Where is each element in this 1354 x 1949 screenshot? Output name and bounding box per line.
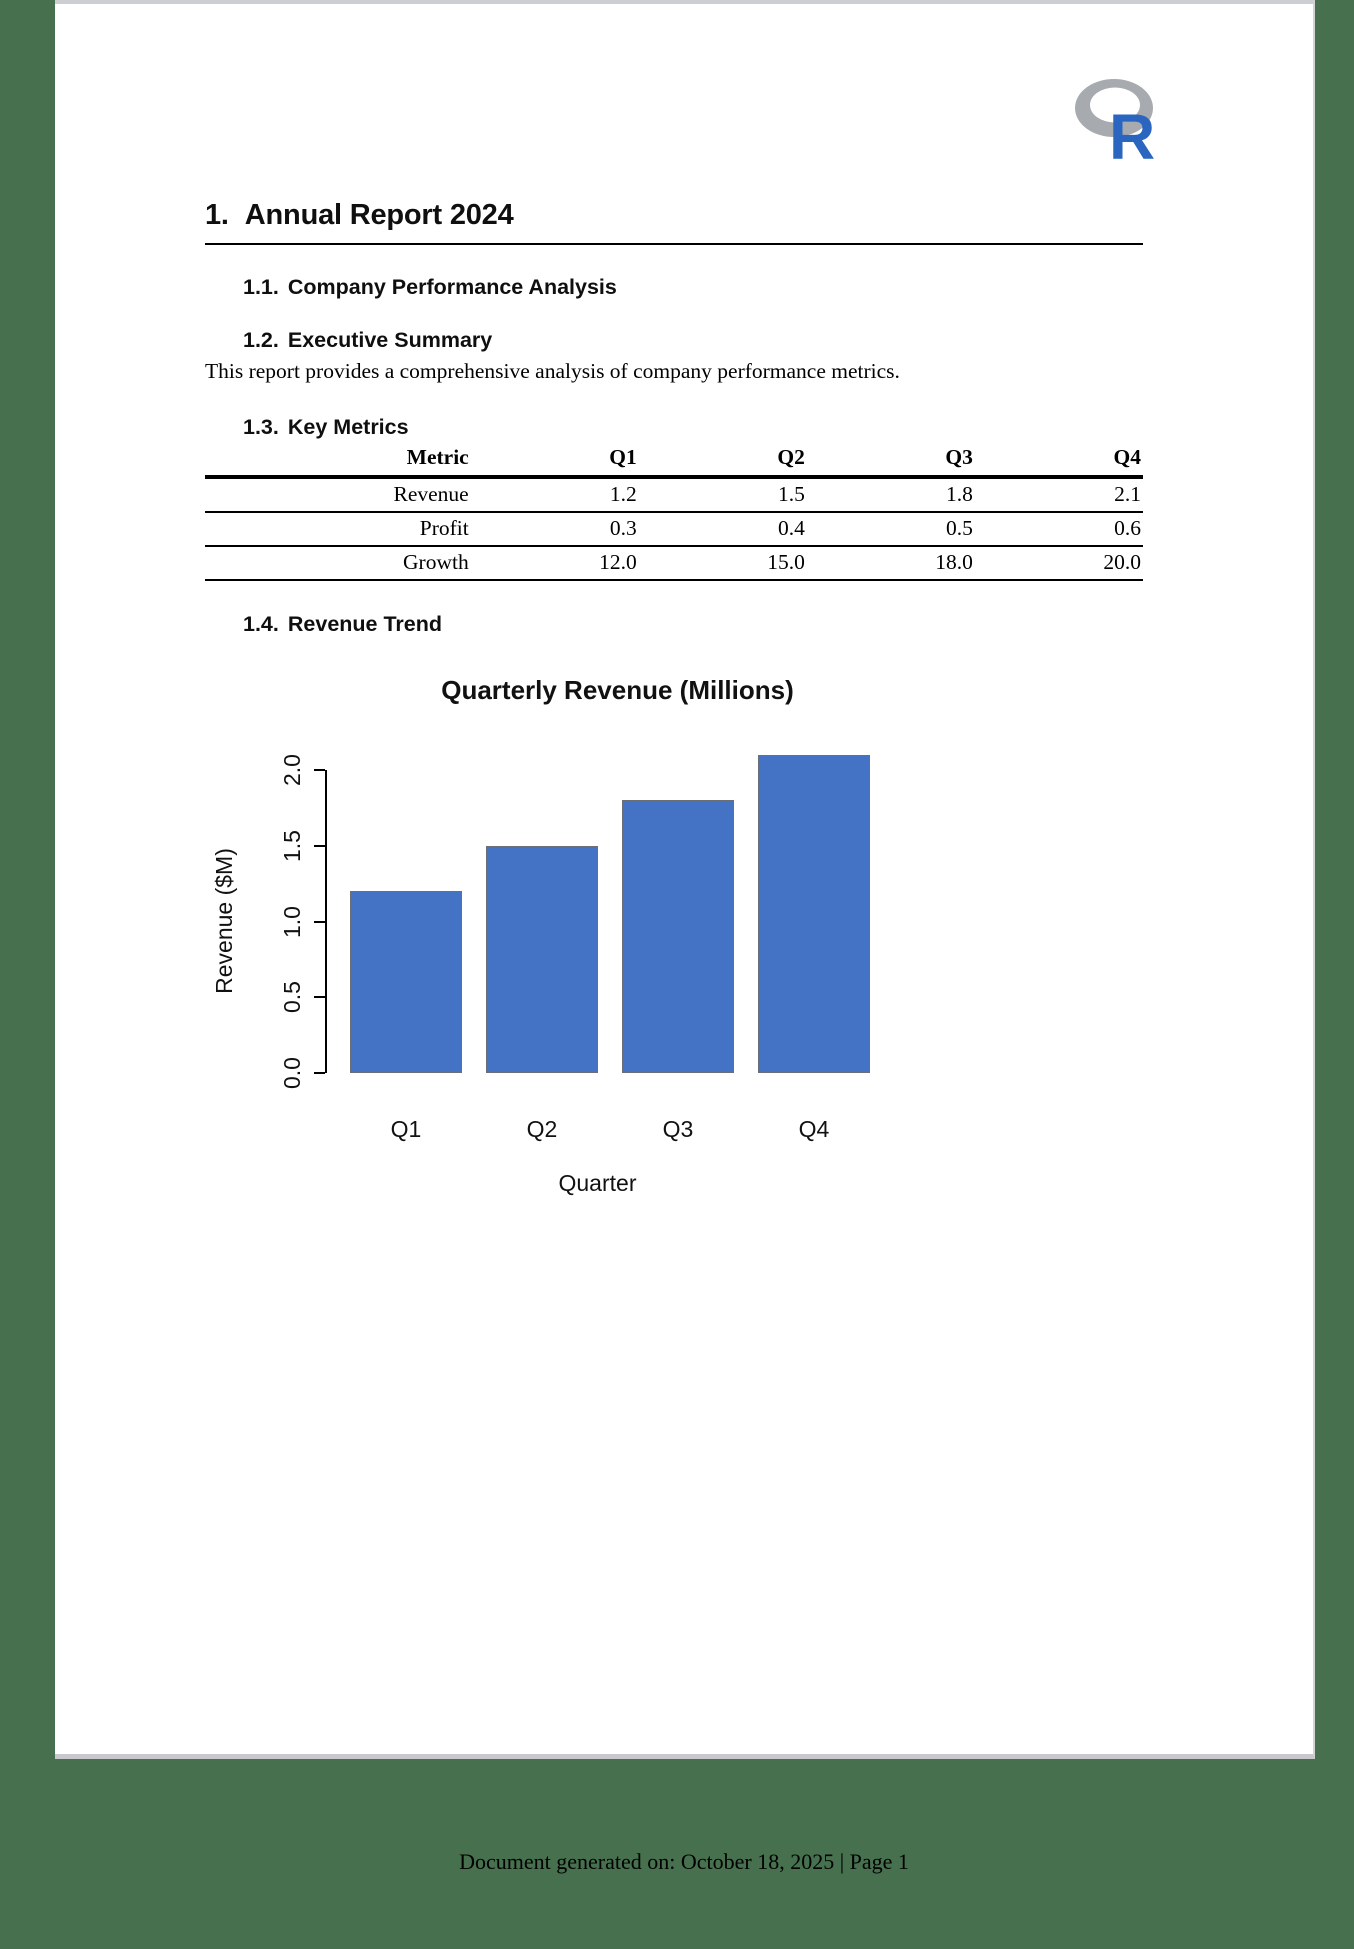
y-tick-label: 1.5 xyxy=(279,829,305,862)
y-tick-label: 1.0 xyxy=(279,905,305,938)
chart-title: Quarterly Revenue (Millions) xyxy=(441,675,794,705)
section-title: Key Metrics xyxy=(287,415,409,439)
key-metrics-table xyxy=(205,443,1143,581)
cell-value: 2.1 xyxy=(975,477,1143,512)
x-tick-label: Q4 xyxy=(798,1116,830,1142)
table-header-row xyxy=(205,443,1143,477)
section-heading-1-3 xyxy=(243,414,1143,440)
cell-value: 0.6 xyxy=(975,512,1143,546)
cell-metric: Revenue xyxy=(205,477,471,512)
cell-value: 1.8 xyxy=(807,477,975,512)
y-tick-mark xyxy=(314,769,325,771)
y-tick-label: 0.5 xyxy=(279,981,305,1014)
title-rule xyxy=(205,243,1143,245)
cell-metric: Growth xyxy=(205,546,471,580)
cell-value: 20.0 xyxy=(975,546,1143,580)
logo-letter: R xyxy=(1109,101,1156,173)
section-title: Revenue Trend xyxy=(287,612,443,636)
col-header-metric: Metric xyxy=(205,443,471,477)
y-tick-mark xyxy=(314,996,325,998)
executive-summary-paragraph: This report provides a comprehensive analysis of company performance metrics. xyxy=(205,359,900,383)
bar-q1 xyxy=(350,891,462,1073)
revenue-bar-chart xyxy=(200,673,940,1205)
page-content xyxy=(55,199,1313,1949)
cell-value: 0.3 xyxy=(471,512,639,546)
r-language-logo-icon xyxy=(1073,74,1163,173)
x-tick-label: Q3 xyxy=(662,1116,694,1142)
cell-metric: Profit xyxy=(205,512,471,546)
bar-q3 xyxy=(622,800,734,1073)
cell-value: 1.2 xyxy=(471,477,639,512)
cell-value: 15.0 xyxy=(639,546,807,580)
col-header-q1: Q1 xyxy=(471,443,639,477)
y-tick-label: 0.0 xyxy=(279,1057,305,1089)
x-tick-label: Q1 xyxy=(390,1116,422,1142)
y-axis-line xyxy=(325,770,327,1073)
section-heading-1-1 xyxy=(243,274,1143,300)
section-heading-1-2 xyxy=(243,327,1143,353)
section-title: Executive Summary xyxy=(287,328,493,352)
cell-value: 1.5 xyxy=(639,477,807,512)
page-title xyxy=(205,199,1143,231)
cell-value: 18.0 xyxy=(807,546,975,580)
table-row xyxy=(205,512,1143,546)
col-header-q4: Q4 xyxy=(975,443,1143,477)
section-heading-1-4 xyxy=(243,611,1143,637)
section-number: 1.4. xyxy=(243,612,279,636)
x-tick-label: Q2 xyxy=(526,1116,558,1142)
cell-value: 0.4 xyxy=(639,512,807,546)
section-number: 1.1. xyxy=(243,275,279,299)
cell-value: 12.0 xyxy=(471,546,639,580)
x-axis-title: Quarter xyxy=(558,1170,637,1196)
chart-plot-area xyxy=(211,754,915,1142)
cell-value: 0.5 xyxy=(807,512,975,546)
col-header-q2: Q2 xyxy=(639,443,807,477)
page-title-number: 1. xyxy=(205,199,229,231)
col-header-q3: Q3 xyxy=(807,443,975,477)
y-tick-mark xyxy=(314,845,325,847)
table-row xyxy=(205,546,1143,580)
section-title: Company Performance Analysis xyxy=(287,275,617,299)
y-axis-title: Revenue ($M) xyxy=(211,848,237,994)
section-number: 1.3. xyxy=(243,415,279,439)
bar-q2 xyxy=(486,846,598,1073)
bar-q4 xyxy=(758,755,870,1073)
y-tick-mark xyxy=(314,921,325,923)
table-row xyxy=(205,477,1143,512)
document-page xyxy=(55,0,1315,1874)
y-tick-mark xyxy=(314,1072,325,1074)
y-tick-label: 2.0 xyxy=(279,754,305,787)
section-number: 1.2. xyxy=(243,328,279,352)
page-title-text: Annual Report 2024 xyxy=(244,199,514,231)
page-footer: Document generated on: October 18, 2025 | Page 1 xyxy=(459,1849,909,1874)
